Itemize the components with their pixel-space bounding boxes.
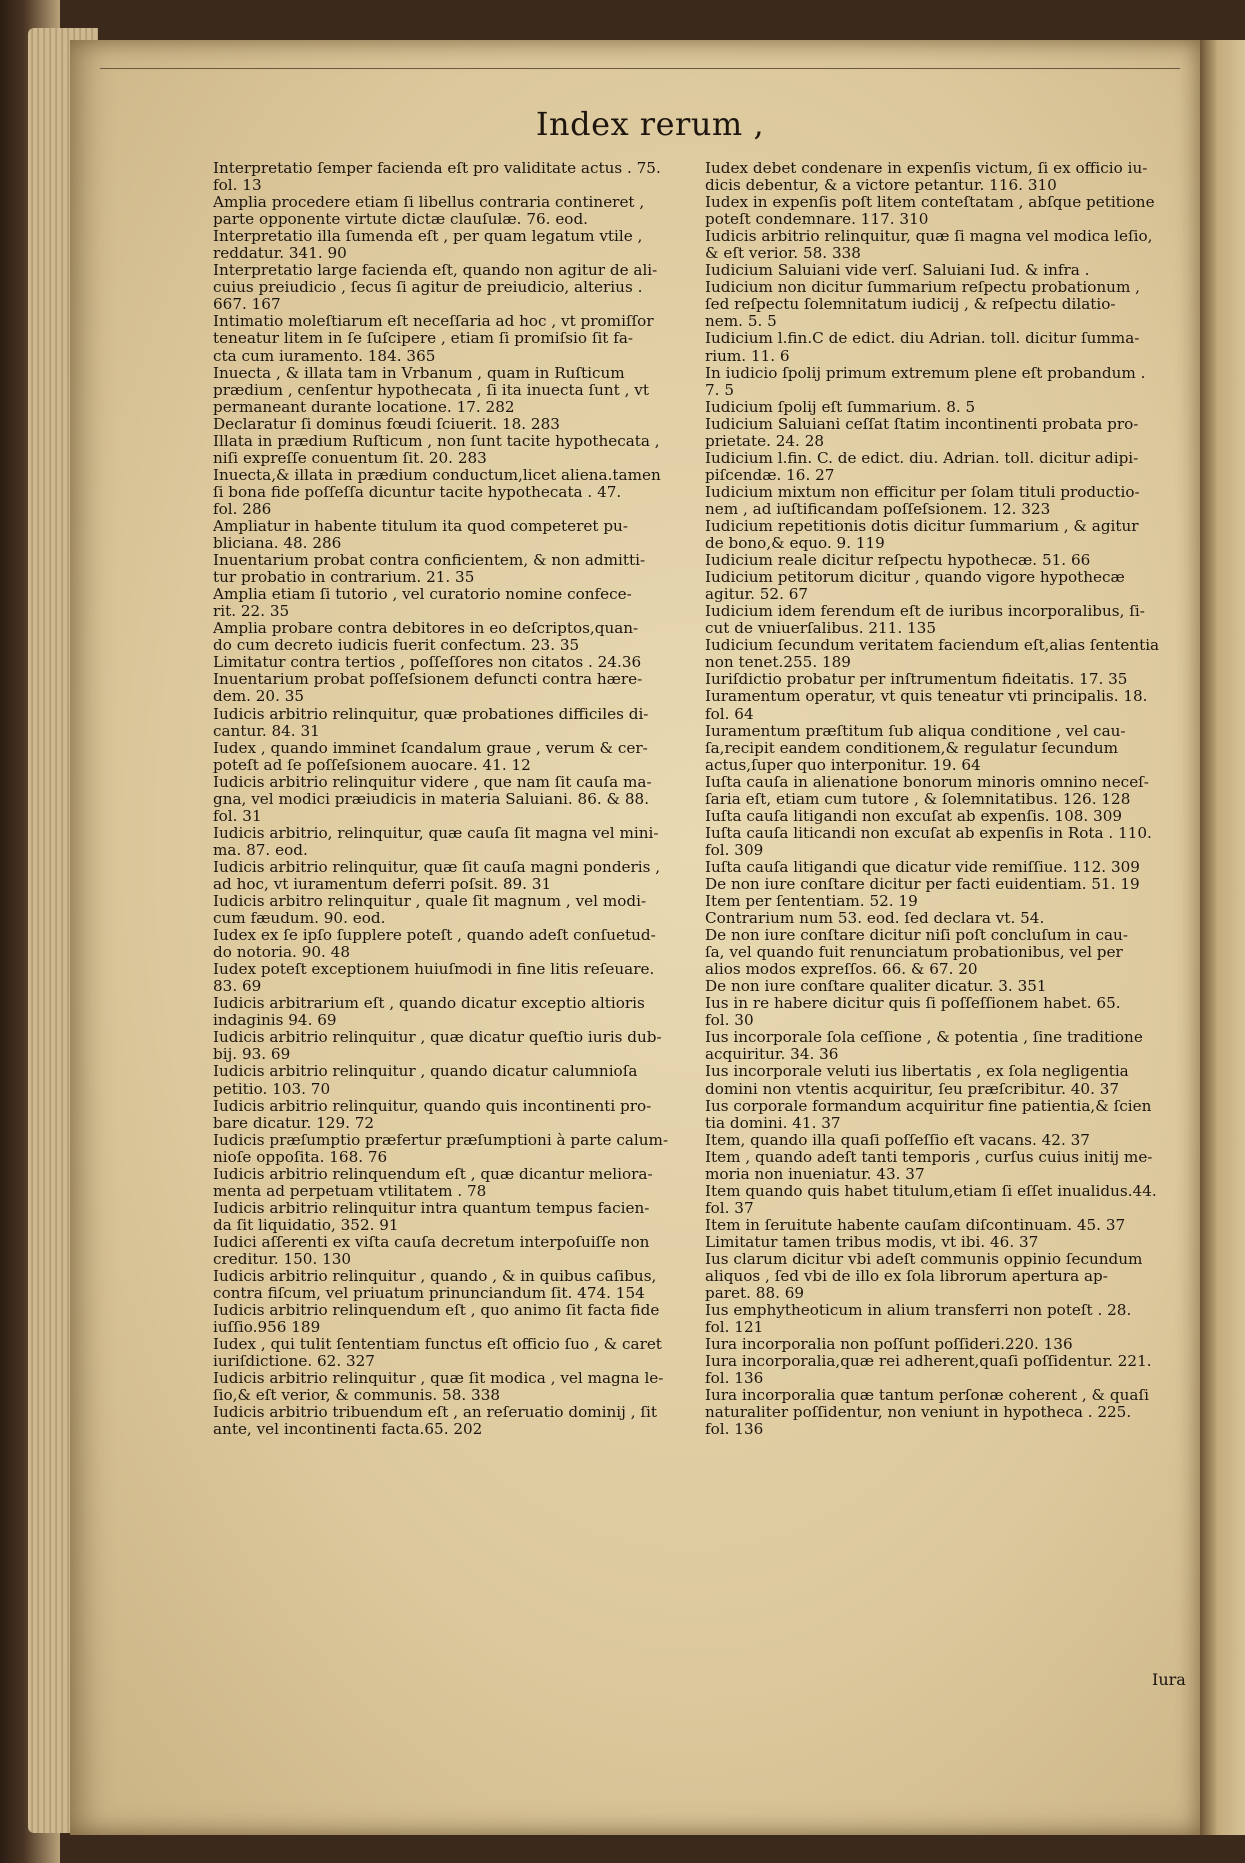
index-line: Limitatur tamen tribus modis, vt ibi. 46. 37 — [705, 1233, 1039, 1251]
index-line: ma. 87. eod. — [213, 841, 308, 859]
index-line: Iuramentum operatur, vt quis teneatur vti principalis. 18. — [705, 688, 1148, 706]
index-line: nioſe oppoſita. 168. 76 — [213, 1148, 388, 1166]
index-line: iuriſdictione. 62. 327 — [213, 1353, 375, 1371]
index-line: Interpretatio ſemper facienda eſt pro validitate actus . 75. — [213, 160, 661, 177]
index-line: fol. 31 — [213, 807, 262, 825]
index-line: de bono,& equo. 9. 119 — [705, 535, 885, 553]
index-line: Iudicis præſumptio præfertur præſumptioni à parte calum- — [213, 1131, 669, 1149]
index-line: Amplia etiam ſi tutorio , vel curatorio nomine confece- — [213, 586, 632, 604]
index-line: paret. 88. 69 — [705, 1285, 805, 1303]
index-line: ad hoc, vt iuramentum deferri poſsit. 89. 31 — [213, 875, 552, 893]
index-line: aliquos , ſed vbi de illo ex ſola librorum apertura ap- — [705, 1268, 1108, 1286]
index-line: permaneant durante locatione. 17. 282 — [213, 398, 515, 416]
index-line: prietate. 24. 28 — [705, 432, 825, 450]
index-line: Item in ſeruitute habente cauſam diſcontinuam. 45. 37 — [705, 1216, 1126, 1234]
index-line: da ſit liquidatio, 352. 91 — [213, 1216, 399, 1234]
index-line: alios modos expreſſos. 66. & 67. 20 — [705, 961, 978, 979]
index-line: nem , ad iuſtificandam poſſeſsionem. 12. 323 — [705, 500, 1051, 518]
index-line: Ius corporale formandum acquiritur fine patientia,& ſcien — [705, 1097, 1152, 1115]
index-line: De non iure conſtare dicitur niſi poſt concluſum in cau- — [705, 927, 1128, 945]
index-line: fol. 309 — [705, 841, 764, 859]
index-line: Iudicis arbitrio relinquitur , quando dicatur calumnioſa — [213, 1063, 638, 1081]
left-index-column — [213, 160, 693, 1439]
index-line: Iuſta cauſa liticandi non excuſat ab expenſis in Rota . 110. — [705, 824, 1152, 842]
index-line: fol. 64 — [705, 705, 754, 723]
index-line: ſi bona fide poſſeſſa dicuntur tacite hypothecata . 47. — [213, 483, 622, 501]
index-line: Iudicium idem ferendum eſt de iuribus incorporalibus, ſi- — [705, 603, 1145, 621]
index-line: Iudicis arbitrio relinquitur , quæ dicatur queſtio iuris dub- — [213, 1029, 662, 1047]
index-line: ſio,& eſt verior, & communis. 58. 338 — [213, 1387, 501, 1405]
index-line: fol. 286 — [213, 500, 272, 518]
index-line: iuſſio.956 189 — [213, 1319, 321, 1337]
index-line: Iudex in expenſis poſt litem conteſtatam , abſque petitione — [705, 194, 1155, 212]
index-line: Ius in re habere dicitur quis ſi poſſeſſionem habet. 65. — [705, 995, 1121, 1013]
index-line: Iudicis arbitrio relinquitur, quæ ſi magna vel modica leſio, — [705, 228, 1153, 246]
index-line: 667. 167 — [213, 296, 281, 314]
index-line: Iudicis arbitrarium eſt , quando dicatur exceptio altioris — [213, 995, 645, 1013]
index-line: Iudex , quando imminet ſcandalum graue , verum & cer- — [213, 739, 648, 757]
index-line: Iudicis arbitrio relinquitur, quando quis incontinenti pro- — [213, 1097, 652, 1115]
index-line: Limitatur contra tertios , poſſeſſores non citatos . 24.36 — [213, 654, 642, 672]
index-line: Iura incorporalia,quæ rei adherent,quaſi poſſidentur. 221. — [705, 1353, 1152, 1371]
index-line: fol. 136 — [705, 1370, 764, 1388]
index-line: Interpretatio large facienda eſt, quando non agitur de ali- — [213, 262, 658, 280]
index-line: Ius clarum dicitur vbi adeſt communis oppinio ſecundum — [705, 1251, 1143, 1268]
index-line: fol. 136 — [705, 1421, 764, 1439]
index-line: ſa,recipit eandem conditionem,& regulatur ſecundum — [705, 739, 1119, 757]
catchword: Iura — [1152, 1670, 1186, 1689]
index-line: Iudicium l.fin. C. de edict. diu. Adrian. toll. dicitur adipi- — [705, 449, 1139, 467]
index-line: Iuramentum præſtitum ſub aliqua conditione , vel cau- — [705, 722, 1126, 740]
index-line: Iudicis arbitrio relinquitur, quæ ſit cauſa magni ponderis , — [213, 858, 661, 876]
index-line: Inuecta,& illata in prædium conductum,licet aliena.tamen — [213, 466, 661, 484]
index-line: agitur. 52. 67 — [705, 586, 809, 604]
index-line: tia domini. 41. 37 — [705, 1114, 841, 1132]
index-line: Iuſta cauſa litigandi que dicatur vide remiſſiue. 112. 309 — [705, 858, 1140, 876]
index-line: bliciana. 48. 286 — [213, 535, 342, 553]
next-page-edge — [1200, 40, 1245, 1835]
index-line: Item per ſententiam. 52. 19 — [705, 893, 918, 911]
index-line: Iura incorporalia quæ tantum perſonæ coherent , & quaſi — [705, 1387, 1149, 1405]
index-line: Item , quando adeſt tanti temporis , curſus cuius initij me- — [705, 1148, 1153, 1166]
index-line: do cum decreto iudicis fuerit confectum. 23. 35 — [213, 637, 580, 655]
index-line: Iudicis arbitrio relinquitur , quando , & in quibus caſibus, — [213, 1268, 657, 1286]
index-line: Iudex , qui tulit ſententiam functus eſt officio ſuo , & caret — [213, 1336, 662, 1354]
index-line: Iudicium reale dicitur reſpectu hypothecæ. 51. 66 — [705, 552, 1091, 570]
index-line: contra fiſcum, vel priuatum prinunciandum ſit. 474. 154 — [213, 1285, 645, 1303]
index-line: Iura incorporalia non poſſunt poſſideri.220. 136 — [705, 1336, 1073, 1354]
index-line: 7. 5 — [705, 381, 734, 399]
index-line: Iudicis arbitrio relinquendum eſt , quæ dicantur meliora- — [213, 1165, 653, 1183]
index-line: Illata in prædium Ruſticum , non ſunt tacite hypothecata , — [213, 432, 660, 450]
index-line: non tenet.255. 189 — [705, 654, 851, 672]
page-title: Index rerum , — [535, 105, 765, 143]
index-line: Iudicis arbitrio relinquitur , quæ ſit modica , vel magna le- — [213, 1370, 664, 1388]
index-line: Amplia probare contra debitores in eo deſcriptos,quan- — [213, 620, 639, 638]
index-line: dicis debentur, & a victore petantur. 116. 310 — [705, 177, 1057, 195]
index-line: Iudicium repetitionis dotis dicitur ſummarium , & agitur — [705, 517, 1139, 535]
index-line: poteſt condemnare. 117. 310 — [705, 211, 929, 229]
index-line: nem. 5. 5 — [705, 313, 777, 331]
index-line: Iudicis arbitrio relinquitur videre , que nam ſit cauſa ma- — [213, 773, 652, 791]
index-line: indaginis 94. 69 — [213, 1012, 337, 1030]
index-line: Inuentarium probat contra conficientem, & non admitti- — [213, 552, 646, 570]
index-line: Ius incorporale veluti ius libertatis , ex ſola negligentia — [705, 1063, 1129, 1081]
right-index-column — [705, 160, 1185, 1439]
index-line: fol. 37 — [705, 1199, 754, 1217]
index-line: Iuſta cauſa litigandi non excuſat ab expenſis. 108. 309 — [705, 807, 1123, 825]
index-line: dem. 20. 35 — [213, 688, 305, 706]
index-line: Intimatio moleſtiarum eſt neceſſaria ad hoc , vt promiſſor — [213, 313, 654, 331]
index-line: ſed reſpectu ſolemnitatum iudicij , & reſpectu dilatio- — [705, 296, 1116, 314]
index-line: actus,ſuper quo interponitur. 19. 64 — [705, 756, 981, 774]
index-line: Iudicis arbitrio relinquitur, quæ probationes difficiles di- — [213, 705, 649, 723]
index-line: moria non inueniatur. 43. 37 — [705, 1165, 925, 1183]
index-line: do notoria. 90. 48 — [213, 944, 350, 962]
index-line: teneatur litem in ſe ſuſcipere , etiam ſi promiſsio ſit fa- — [213, 330, 634, 348]
index-line: gna, vel modici præiudicis in materia Saluiani. 86. & 88. — [213, 790, 650, 808]
index-line: Inuentarium probat poſſeſsionem defuncti contra hære- — [213, 671, 643, 689]
index-line: Contrarium num 53. eod. ſed declara vt. 54. — [705, 910, 1045, 928]
index-line: De non iure conſtare qualiter dicatur. 3. 351 — [705, 978, 1047, 996]
index-line: Iudicium ſecundum veritatem faciendum eſt,alias ſententia — [705, 637, 1160, 655]
index-line: Ius emphytheoticum in alium transferri non poteſt . 28. — [705, 1302, 1132, 1320]
index-line: Iudicium petitorum dicitur , quando vigore hypothecæ — [705, 569, 1125, 587]
index-line: tur probatio in contrarium. 21. 35 — [213, 569, 475, 587]
index-line: Item quando quis habet titulum,etiam ſi eſſet inualidus.44. — [705, 1182, 1157, 1200]
index-line: bij. 93. 69 — [213, 1046, 291, 1064]
index-line: domini non vtentis acquiritur, ſeu præſcribitur. 40. 37 — [705, 1080, 1120, 1098]
index-line: Iudicis arbitrio relinquitur intra quantum tempus facien- — [213, 1199, 650, 1217]
index-line: naturaliter poſſidentur, non veniunt in hypotheca . 225. — [705, 1404, 1132, 1422]
index-line: bare dicatur. 129. 72 — [213, 1114, 375, 1132]
index-line: Iudicium l.fin.C de edict. diu Adrian. toll. dicitur ſumma- — [705, 330, 1140, 348]
index-line: Inuecta , & illata tam in Vrbanum , quam in Ruſticum — [213, 364, 625, 382]
index-line: ante, vel incontinenti facta.65. 202 — [213, 1421, 483, 1439]
index-line: & eſt verior. 58. 338 — [705, 245, 861, 263]
index-line: Iudex ex ſe ipſo ſupplere poteſt , quando adeſt conſuetud- — [213, 927, 656, 945]
index-line: ſa, vel quando fuit renunciatum probationibus, vel per — [705, 944, 1123, 962]
index-line: ſaria eſt, etiam cum tutore , & ſolemnitatibus. 126. 128 — [705, 790, 1131, 808]
index-line: cum fæudum. 90. eod. — [213, 910, 386, 928]
index-line: Iuriſdictio probatur per inſtrumentum fideitatis. 17. 35 — [705, 671, 1128, 689]
index-line: prædium , cenſentur hypothecata , ſi ita inuecta ſunt , vt — [213, 381, 649, 399]
index-line: In iudicio ſpolij primum extremum plene eſt probandum . — [705, 364, 1146, 382]
index-line: fol. 121 — [705, 1319, 764, 1337]
index-line: Iudicis arbitrio tribuendum eſt , an reſeruatio dominij , ſit — [213, 1404, 657, 1422]
index-line: 83. 69 — [213, 978, 262, 996]
index-line: fol. 30 — [705, 1012, 754, 1030]
index-line: cantur. 84. 31 — [213, 722, 320, 740]
index-line: Interpretatio illa ſumenda eſt , per quam legatum vtile , — [213, 228, 643, 246]
index-line: rit. 22. 35 — [213, 603, 290, 621]
index-line: menta ad perpetuam vtilitatem . 78 — [213, 1182, 487, 1200]
index-line: De non iure conſtare dicitur per facti euidentiam. 51. 19 — [705, 875, 1140, 893]
index-line: Iudicis arbitro relinquitur , quale ſit magnum , vel modi- — [213, 893, 647, 911]
index-line: Item, quando illa quaſi poſſeſſio eſt vacans. 42. 37 — [705, 1131, 1090, 1149]
header-rule — [100, 68, 1180, 93]
index-line: acquiritur. 34. 36 — [705, 1046, 839, 1064]
index-line: niſi expreſſe conuentum ſit. 20. 283 — [213, 449, 487, 467]
index-line: Iuſta cauſa in alienatione bonorum minoris omnino neceſ- — [705, 773, 1149, 791]
index-line: Iudici aſſerenti ex viſta cauſa decretum interpoſuiſſe non — [213, 1233, 650, 1251]
index-line: Ampliatur in habente titulum ita quod competeret pu- — [213, 517, 628, 535]
index-line: parte opponente virtute dictæ clauſulæ. 76. eod. — [213, 211, 589, 229]
index-line: cut de vniuerſalibus. 211. 135 — [705, 620, 936, 638]
index-line: Iudex debet condenare in expenſis victum, ſi ex officio iu- — [705, 160, 1148, 177]
index-line: cuius preiudicio , ſecus ſi agitur de preiudicio, alterius . — [213, 279, 643, 297]
index-line: creditur. 150. 130 — [213, 1251, 352, 1268]
index-line: petitio. 103. 70 — [213, 1080, 331, 1098]
index-line: Iudicis arbitrio relinquendum eſt , quo animo ſit facta fide — [213, 1302, 660, 1320]
index-line: Iudicium ſpolij eſt ſummarium. 8. 5 — [705, 398, 976, 416]
index-line: Declaratur ſi dominus fœudi ſciuerit. 18. 283 — [213, 415, 560, 433]
index-line: Ius incorporale ſola ceſſione , & potentia , ſine traditione — [705, 1029, 1143, 1047]
index-line: Amplia procedere etiam ſi libellus contraria contineret , — [213, 194, 645, 212]
index-line: Iudicium Saluiani vide verſ. Saluiani Iud. & infra . — [705, 262, 1090, 280]
index-line: Iudicium Saluiani ceſſat ſtatim incontinenti probata pro- — [705, 415, 1139, 433]
index-line: Iudex poteſt exceptionem huiuſmodi in fine litis reſeuare. — [213, 961, 655, 979]
index-line: Iudicium non dicitur ſummarium reſpectu probationum , — [705, 279, 1140, 297]
index-line: Iudicis arbitrio, relinquitur, quæ cauſa ſit magna vel mini- — [213, 824, 659, 842]
index-line: cta cum iuramento. 184. 365 — [213, 347, 436, 365]
index-line: Iudicium mixtum non efficitur per ſolam tituli productio- — [705, 483, 1140, 501]
index-line: rium. 11. 6 — [705, 347, 790, 365]
index-line: reddatur. 341. 90 — [213, 245, 347, 263]
index-line: fol. 13 — [213, 177, 262, 195]
index-line: piſcendæ. 16. 27 — [705, 466, 835, 484]
index-line: poteſt ad ſe poſſeſsionem auocare. 41. 12 — [213, 756, 531, 774]
